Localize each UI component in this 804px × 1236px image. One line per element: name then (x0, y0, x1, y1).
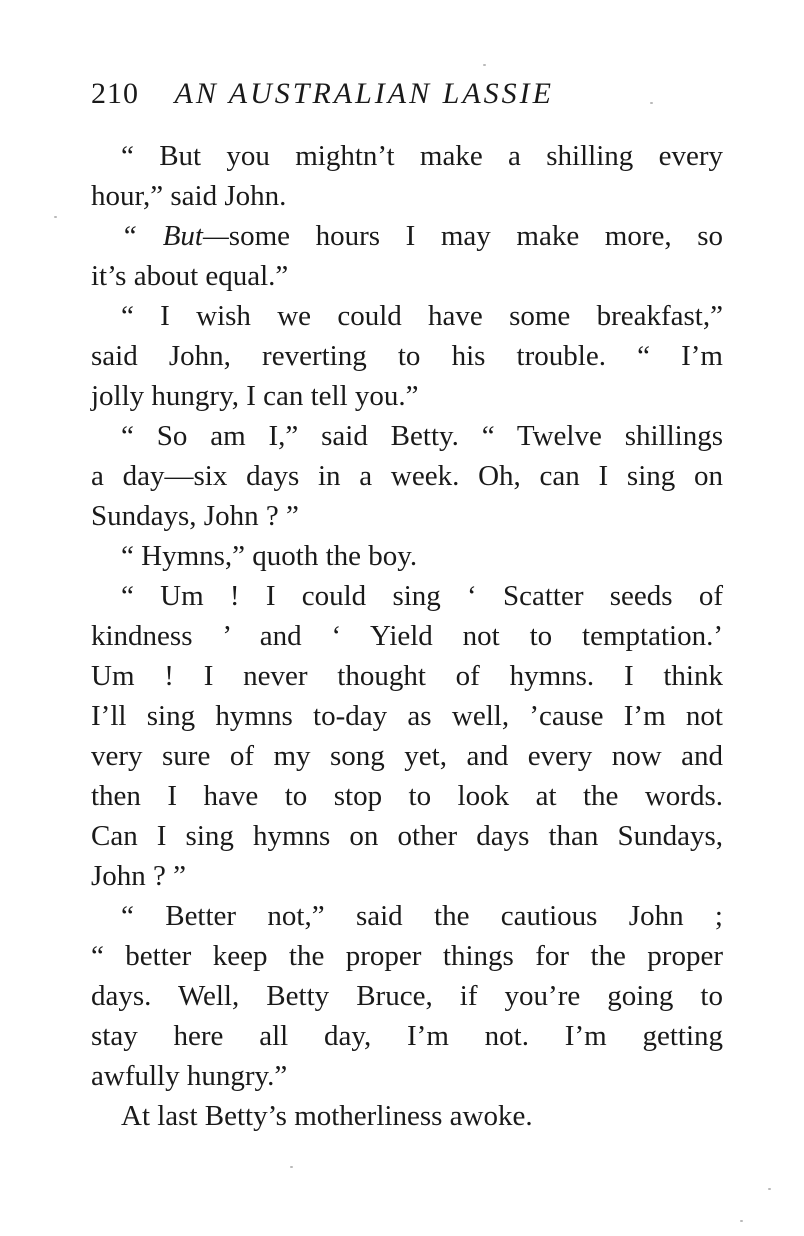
paragraph (91, 1096, 723, 1136)
paragraph (91, 576, 723, 896)
paragraph (91, 896, 723, 1096)
text-line: Can I sing hymns on other days than Sundays, (91, 820, 723, 852)
paragraph (91, 216, 723, 296)
text-line: kindness ’ and ‘ Yield not to temptation.’ (91, 620, 723, 652)
text-line (91, 216, 723, 256)
paper-speck (768, 1188, 771, 1190)
paragraph (91, 416, 723, 536)
text-line: “ I wish we could have some breakfast,” (121, 300, 723, 332)
text-line: “ Um ! I could sing ‘ Scatter seeds of (121, 580, 723, 612)
paper-speck (483, 64, 486, 66)
paragraph (91, 536, 723, 576)
text-line: days. Well, Betty Bruce, if you’re going to (91, 980, 723, 1012)
text-line: “ So am I,” said Betty. “ Twelve shillings (121, 420, 723, 452)
text-line: Sundays, John ? ” (91, 500, 299, 532)
body-text (91, 136, 723, 1136)
text-line: a day—six days in a week. Oh, can I sing on (91, 460, 723, 492)
text-line-rest: some hours I may make more, so (228, 220, 723, 252)
text-line: “ Hymns,” quoth the boy. (121, 540, 418, 572)
text-line: it’s about equal.” (91, 260, 289, 292)
text-line: I’ll sing hymns to-day as well, ’cause I’m not (91, 700, 723, 732)
page-number: 210 (91, 77, 139, 110)
text-line: “ better keep the proper things for the proper (91, 940, 723, 972)
paper-speck (740, 1220, 743, 1222)
text-line: jolly hungry, I can tell you.” (91, 380, 419, 412)
text-line: very sure of my song yet, and every now and (91, 740, 723, 772)
text-line: John ? ” (91, 860, 187, 892)
paper-speck (290, 1166, 293, 1168)
text-line: hour,” said John. (91, 180, 287, 212)
paragraph (91, 136, 723, 216)
text-line: then I have to stop to look at the words. (91, 780, 723, 812)
text-line: “ But you mightn’t make a shilling every (121, 140, 723, 172)
text-line: said John, reverting to his trouble. “ I’m (91, 340, 723, 372)
text-line: “ Better not,” said the cautious John ; (121, 900, 723, 932)
italic-lead: “ But— (121, 220, 229, 252)
text-line: awfully hungry.” (91, 1060, 288, 1092)
paragraph (91, 296, 723, 416)
text-line: Um ! I never thought of hymns. I think (91, 660, 723, 692)
text-line: stay here all day, I’m not. I’m getting (91, 1020, 723, 1052)
running-head (91, 74, 731, 114)
paper-speck (54, 216, 57, 218)
running-title: AN AUSTRALIAN LASSIE (174, 77, 554, 110)
paper-speck (650, 102, 653, 104)
text-line: At last Betty’s motherliness awoke. (121, 1100, 533, 1132)
